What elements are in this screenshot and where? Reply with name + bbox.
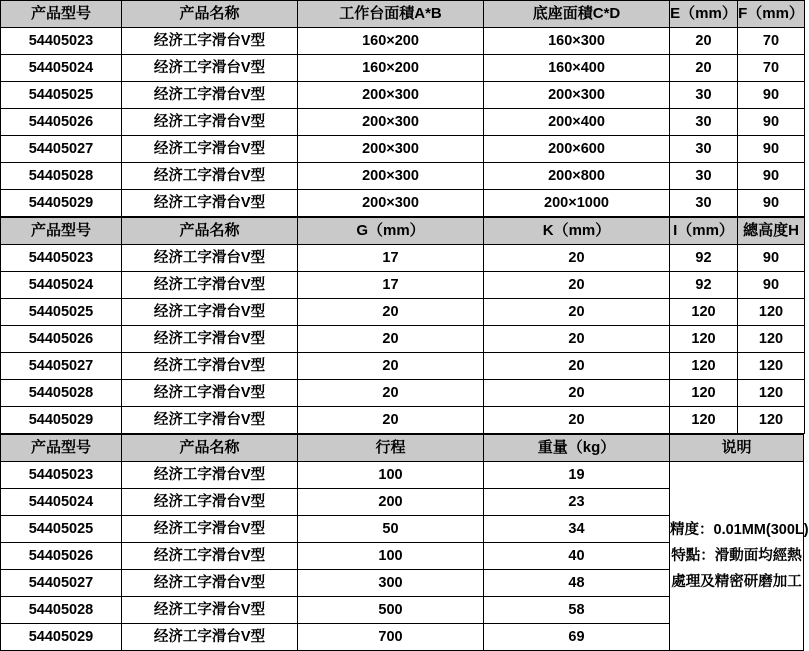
cell-g: 20 bbox=[298, 353, 484, 380]
table-header-row bbox=[1, 1, 805, 28]
table-row bbox=[1, 82, 805, 109]
cell-base-area: 200×800 bbox=[484, 163, 670, 190]
column-header-f: F（mm） bbox=[738, 1, 805, 28]
cell-k: 20 bbox=[484, 326, 670, 353]
cell-k: 20 bbox=[484, 407, 670, 434]
cell-f: 90 bbox=[738, 163, 805, 190]
table-stroke-weight bbox=[0, 434, 809, 651]
cell-total-height: 120 bbox=[738, 326, 805, 353]
cell-name: 经济工字滑台V型 bbox=[122, 163, 298, 190]
table-dimensions-1 bbox=[0, 0, 805, 217]
cell-stroke: 700 bbox=[298, 624, 484, 651]
cell-weight: 40 bbox=[484, 543, 670, 570]
cell-base-area: 200×600 bbox=[484, 136, 670, 163]
cell-model: 54405028 bbox=[1, 380, 122, 407]
cell-i: 120 bbox=[670, 407, 738, 434]
column-header-k: K（mm） bbox=[484, 218, 670, 245]
cell-i: 92 bbox=[670, 272, 738, 299]
cell-weight: 58 bbox=[484, 597, 670, 624]
table-row bbox=[1, 272, 805, 299]
column-header-weight: 重量（kg） bbox=[484, 435, 670, 462]
cell-name: 经济工字滑台V型 bbox=[122, 380, 298, 407]
cell-table-area: 200×300 bbox=[298, 163, 484, 190]
cell-name: 经济工字滑台V型 bbox=[122, 624, 298, 651]
table-row bbox=[1, 380, 805, 407]
cell-f: 90 bbox=[738, 190, 805, 217]
cell-f: 90 bbox=[738, 82, 805, 109]
cell-model: 54405029 bbox=[1, 190, 122, 217]
column-header-product-name: 产品名称 bbox=[122, 218, 298, 245]
column-header-base-area: 底座面積C*D bbox=[484, 1, 670, 28]
table-row bbox=[1, 190, 805, 217]
column-header-e: E（mm） bbox=[670, 1, 738, 28]
cell-name: 经济工字滑台V型 bbox=[122, 245, 298, 272]
cell-model: 54405024 bbox=[1, 55, 122, 82]
cell-f: 70 bbox=[738, 28, 805, 55]
note-line-precision: 精度：0.01MM(300L) bbox=[670, 522, 809, 538]
cell-weight: 19 bbox=[484, 462, 670, 489]
note-line-feature-1: 特點：滑動面均經熱 bbox=[671, 548, 802, 564]
cell-model: 54405023 bbox=[1, 28, 122, 55]
cell-stroke: 100 bbox=[298, 543, 484, 570]
cell-k: 20 bbox=[484, 380, 670, 407]
cell-weight: 34 bbox=[484, 516, 670, 543]
column-header-model: 产品型号 bbox=[1, 435, 122, 462]
cell-model: 54405025 bbox=[1, 82, 122, 109]
cell-e: 30 bbox=[670, 136, 738, 163]
cell-model: 54405025 bbox=[1, 516, 122, 543]
cell-table-area: 160×200 bbox=[298, 55, 484, 82]
cell-i: 120 bbox=[670, 326, 738, 353]
cell-i: 120 bbox=[670, 299, 738, 326]
table-header-row bbox=[1, 435, 804, 462]
cell-name: 经济工字滑台V型 bbox=[122, 516, 298, 543]
cell-e: 20 bbox=[670, 55, 738, 82]
cell-name: 经济工字滑台V型 bbox=[122, 462, 298, 489]
cell-stroke: 300 bbox=[298, 570, 484, 597]
cell-k: 20 bbox=[484, 272, 670, 299]
cell-base-area: 160×400 bbox=[484, 55, 670, 82]
cell-total-height: 90 bbox=[738, 272, 805, 299]
note-line-feature-2: 處理及精密研磨加工 bbox=[671, 574, 802, 590]
cell-stroke: 50 bbox=[298, 516, 484, 543]
cell-stroke: 200 bbox=[298, 489, 484, 516]
cell-name: 经济工字滑台V型 bbox=[122, 190, 298, 217]
cell-name: 经济工字滑台V型 bbox=[122, 299, 298, 326]
table-dimensions-2 bbox=[0, 217, 805, 434]
cell-table-area: 200×300 bbox=[298, 82, 484, 109]
cell-g: 20 bbox=[298, 407, 484, 434]
table-row bbox=[1, 109, 805, 136]
cell-total-height: 120 bbox=[738, 299, 805, 326]
cell-e: 30 bbox=[670, 109, 738, 136]
cell-weight: 48 bbox=[484, 570, 670, 597]
cell-g: 20 bbox=[298, 326, 484, 353]
cell-total-height: 120 bbox=[738, 353, 805, 380]
cell-e: 30 bbox=[670, 82, 738, 109]
cell-model: 54405028 bbox=[1, 163, 122, 190]
cell-table-area: 200×300 bbox=[298, 109, 484, 136]
cell-name: 经济工字滑台V型 bbox=[122, 570, 298, 597]
cell-name: 经济工字滑台V型 bbox=[122, 489, 298, 516]
cell-f: 90 bbox=[738, 109, 805, 136]
column-header-table-area: 工作台面積A*B bbox=[298, 1, 484, 28]
table-row bbox=[1, 245, 805, 272]
cell-k: 20 bbox=[484, 299, 670, 326]
cell-table-area: 200×300 bbox=[298, 136, 484, 163]
cell-stroke: 500 bbox=[298, 597, 484, 624]
table-row bbox=[1, 353, 805, 380]
cell-model: 54405029 bbox=[1, 407, 122, 434]
cell-table-area: 160×200 bbox=[298, 28, 484, 55]
cell-total-height: 90 bbox=[738, 245, 805, 272]
cell-model: 54405026 bbox=[1, 326, 122, 353]
cell-model: 54405023 bbox=[1, 462, 122, 489]
table-row bbox=[1, 55, 805, 82]
cell-base-area: 200×1000 bbox=[484, 190, 670, 217]
column-header-product-name: 产品名称 bbox=[122, 1, 298, 28]
cell-k: 20 bbox=[484, 245, 670, 272]
cell-base-area: 160×300 bbox=[484, 28, 670, 55]
cell-i: 120 bbox=[670, 353, 738, 380]
cell-g: 20 bbox=[298, 380, 484, 407]
cell-model: 54405024 bbox=[1, 272, 122, 299]
column-header-product-name: 产品名称 bbox=[122, 435, 298, 462]
cell-f: 90 bbox=[738, 136, 805, 163]
note-cell bbox=[670, 462, 809, 651]
cell-name: 经济工字滑台V型 bbox=[122, 326, 298, 353]
cell-table-area: 200×300 bbox=[298, 190, 484, 217]
cell-model: 54405027 bbox=[1, 136, 122, 163]
table-row bbox=[1, 163, 805, 190]
table-row bbox=[1, 28, 805, 55]
cell-model: 54405028 bbox=[1, 597, 122, 624]
column-header-model: 产品型号 bbox=[1, 218, 122, 245]
column-header-g: G（mm） bbox=[298, 218, 484, 245]
cell-model: 54405024 bbox=[1, 489, 122, 516]
table-row bbox=[1, 299, 805, 326]
table-row bbox=[1, 326, 805, 353]
cell-model: 54405027 bbox=[1, 570, 122, 597]
column-header-model: 产品型号 bbox=[1, 1, 122, 28]
column-header-i: I（mm） bbox=[670, 218, 738, 245]
cell-name: 经济工字滑台V型 bbox=[122, 136, 298, 163]
cell-g: 17 bbox=[298, 272, 484, 299]
cell-name: 经济工字滑台V型 bbox=[122, 407, 298, 434]
cell-k: 20 bbox=[484, 353, 670, 380]
cell-e: 20 bbox=[670, 28, 738, 55]
column-header-note: 说明 bbox=[670, 435, 804, 462]
cell-name: 经济工字滑台V型 bbox=[122, 82, 298, 109]
cell-name: 经济工字滑台V型 bbox=[122, 28, 298, 55]
column-header-total-height: 總高度H bbox=[738, 218, 805, 245]
cell-model: 54405026 bbox=[1, 543, 122, 570]
cell-name: 经济工字滑台V型 bbox=[122, 597, 298, 624]
cell-name: 经济工字滑台V型 bbox=[122, 353, 298, 380]
cell-name: 经济工字滑台V型 bbox=[122, 55, 298, 82]
cell-total-height: 120 bbox=[738, 407, 805, 434]
cell-g: 17 bbox=[298, 245, 484, 272]
cell-e: 30 bbox=[670, 163, 738, 190]
column-header-stroke: 行程 bbox=[298, 435, 484, 462]
table-row bbox=[1, 462, 804, 489]
cell-name: 经济工字滑台V型 bbox=[122, 272, 298, 299]
cell-model: 54405025 bbox=[1, 299, 122, 326]
cell-model: 54405029 bbox=[1, 624, 122, 651]
cell-e: 30 bbox=[670, 190, 738, 217]
cell-total-height: 120 bbox=[738, 380, 805, 407]
cell-base-area: 200×400 bbox=[484, 109, 670, 136]
cell-i: 120 bbox=[670, 380, 738, 407]
cell-f: 70 bbox=[738, 55, 805, 82]
cell-stroke: 100 bbox=[298, 462, 484, 489]
cell-model: 54405026 bbox=[1, 109, 122, 136]
cell-weight: 69 bbox=[484, 624, 670, 651]
cell-i: 92 bbox=[670, 245, 738, 272]
cell-model: 54405027 bbox=[1, 353, 122, 380]
cell-name: 经济工字滑台V型 bbox=[122, 109, 298, 136]
cell-g: 20 bbox=[298, 299, 484, 326]
table-row bbox=[1, 407, 805, 434]
table-header-row bbox=[1, 218, 805, 245]
cell-base-area: 200×300 bbox=[484, 82, 670, 109]
cell-model: 54405023 bbox=[1, 245, 122, 272]
cell-name: 经济工字滑台V型 bbox=[122, 543, 298, 570]
table-row bbox=[1, 136, 805, 163]
cell-weight: 23 bbox=[484, 489, 670, 516]
